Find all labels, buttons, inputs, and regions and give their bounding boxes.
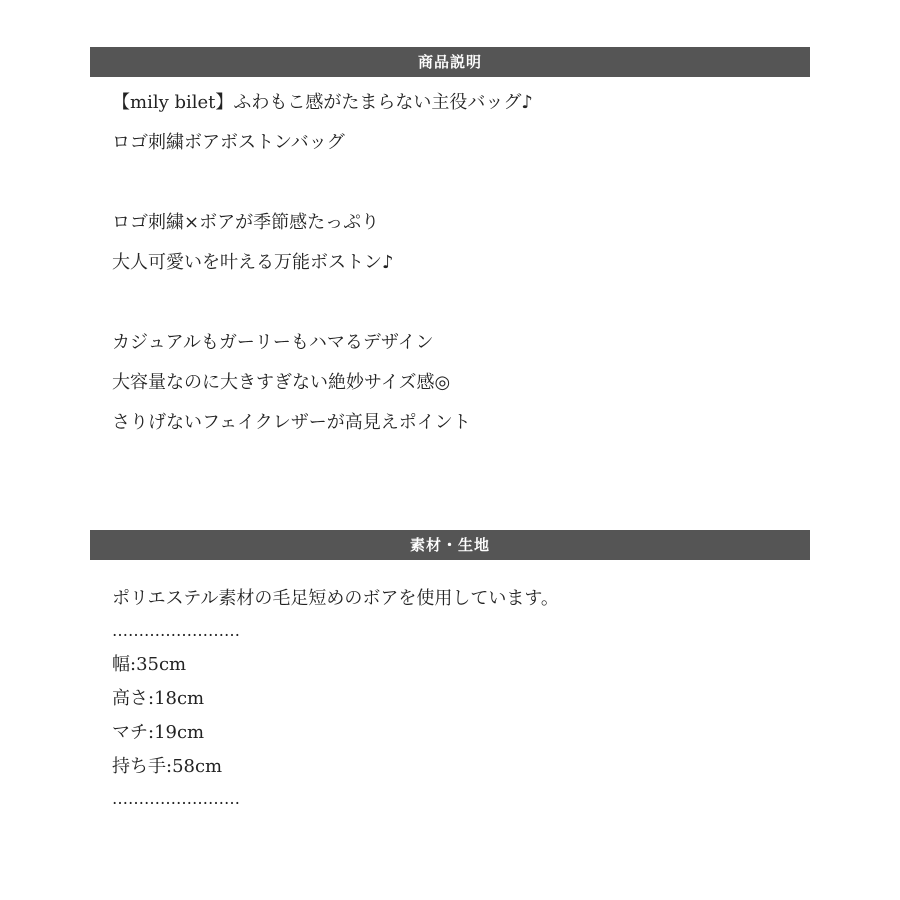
- description-line-5: 大人可愛いを叶える万能ボストン♪: [112, 252, 394, 273]
- section-header-material: 素材・生地: [90, 530, 810, 560]
- spec-depth: マチ:19cm: [112, 722, 205, 743]
- description-line-9: さりげないフェイクレザーが高見えポイント: [112, 412, 471, 433]
- dotted-separator-top: ……………………: [112, 621, 240, 640]
- description-line-7: カジュアルもガーリーもハマるデザイン: [112, 332, 434, 353]
- dotted-separator-bottom: ……………………: [112, 789, 240, 808]
- description-line-1: 【mily bilet】ふわもこ感がたまらない主役バッグ♪: [112, 92, 533, 113]
- section-header-description: 商品説明: [90, 47, 810, 77]
- description-line-8: 大容量なのに大きすぎない絶妙サイズ感◎: [112, 372, 451, 393]
- material-line-1: ポリエステル素材の毛足短めのボアを使用しています。: [112, 588, 559, 609]
- description-line-2: ロゴ刺繍ボアボストンバッグ: [112, 132, 345, 153]
- description-line-4: ロゴ刺繍×ボアが季節感たっぷり: [112, 212, 380, 233]
- spec-handle: 持ち手:58cm: [112, 756, 223, 777]
- spec-width: 幅:35cm: [112, 654, 187, 675]
- spec-height: 高さ:18cm: [112, 688, 205, 709]
